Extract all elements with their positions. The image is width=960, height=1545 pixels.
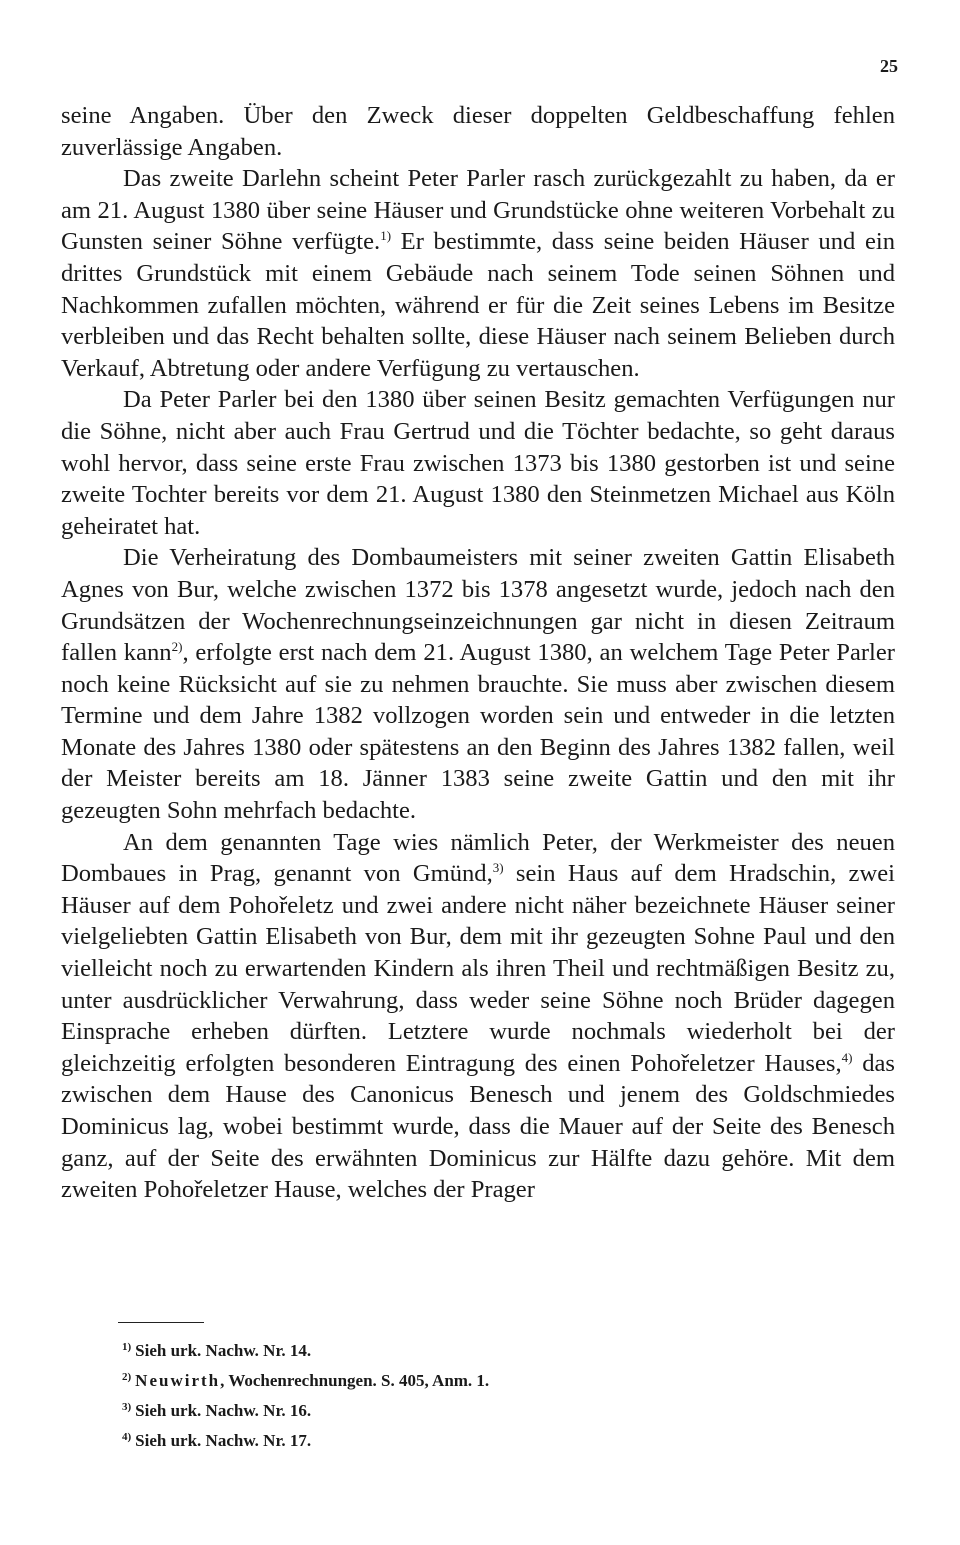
paragraph-text: das zwischen dem Hause des Canonicus Benesch und jenem des Goldschmiedes Dominicus lag, wobei bestimmt wurde, dass die Mauer auf der Seite des Benesch ganz, auf der Seite des erwähnten Dominicus zur Hälfte dazu gehöre. Mit dem zweiten Pohořeletzer Hause, welches der Prager bbox=[61, 1049, 895, 1204]
footnote-reference: 3) bbox=[492, 860, 504, 876]
paragraph-4 bbox=[61, 542, 895, 826]
footnote-text: Sieh urk. Nachw. Nr. 16. bbox=[135, 1401, 312, 1420]
footnote-text: Sieh urk. Nachw. Nr. 14. bbox=[135, 1341, 312, 1360]
paragraph-text: , erfolgte erst nach dem 21. August 1380, an welchem Tage Peter Parler noch keine Rücksicht auf sie zu nehmen brauchte. Sie muss aber zwischen diesem Termine und dem Jahre 1382 vollzogen worden sein und entweder in die letzten Monate des Jahres 1380 oder spätestens an den Beginn des Jahres 1382 fallen, weil der Meister bereits am 18. Jänner 1383 seine zweite Gattin und den mit ihr gezeugten Sohn mehrfach bedachte. bbox=[61, 639, 895, 825]
paragraph-text: Die Verheiratung des Dombaumeisters mit seiner zweiten Gattin Elisabeth Agnes von Bur, welche zwischen 1372 bis 1378 angesetzt wurde, jedoch nach den Grundsätzen der Wochenrechnungseinzeichnungen gar nicht in diesen Zeitraum fallen kann bbox=[61, 544, 895, 667]
footnote-2 bbox=[122, 1364, 822, 1394]
footnote-author: Neuwirth bbox=[135, 1371, 221, 1390]
footnote-3 bbox=[122, 1394, 822, 1424]
paragraph-text: sein Haus auf dem Hradschin, zwei Häuser auf dem Pohořeletz und zwei andere nicht näher bezeichnete Häuser seiner vielgeliebten Gattin Elisabeth von Bur, dem mit ihr gezeugten Sohne Paul und den vielleicht noch zu erwartenden Kindern als ihren Theil und rechtmäßigen Besitz zu, unter ausdrücklicher Verwahrung, dass weder seine Söhne noch Brüder dagegen Einsprache erheben dürften. Letztere wurde nochmals wiederholt bei der gleichzeitig erfolgten besonderen Eintragung des einen Pohořeletzer Hauses, bbox=[61, 860, 895, 1077]
footnote-text: Sieh urk. Nachw. Nr. 17. bbox=[135, 1431, 312, 1450]
footnote-mark: 3) bbox=[122, 1401, 132, 1413]
footnote-reference: 4) bbox=[841, 1049, 853, 1065]
footnote-reference: 1) bbox=[380, 228, 392, 244]
paragraph-5 bbox=[61, 827, 895, 1206]
footnote-mark: 2) bbox=[122, 1371, 132, 1383]
footnote-1 bbox=[122, 1334, 822, 1364]
footnote-text: , Wochenrechnungen. S. 405, Anm. 1. bbox=[220, 1371, 490, 1390]
page-number: 25 bbox=[880, 56, 898, 76]
paragraph-2 bbox=[61, 163, 895, 384]
footnote-reference: 2) bbox=[171, 639, 183, 655]
paragraph-text: Das zweite Darlehn scheint Peter Parler rasch zurückgezahlt zu haben, da er am 21. August 1380 über seine Häuser und Grundstücke ohne weiteren Vorbehalt zu Gunsten seiner Söhne verfügte. bbox=[61, 165, 895, 256]
footnote-mark: 1) bbox=[122, 1341, 132, 1353]
footnote-mark: 4) bbox=[122, 1431, 132, 1443]
footnote-4 bbox=[122, 1424, 822, 1454]
paragraph-text: seine Angaben. Über den Zweck dieser doppelten Geldbeschaffung fehlen zuverlässige Angaben. bbox=[61, 102, 895, 161]
paragraph-text: Er bestimmte, dass seine beiden Häuser und ein drittes Grundstück mit einem Gebäude nach seinem Tode seinen Söhnen und Nachkommen zufallen möchten, während er für die Zeit seines Lebens im Besitze verbleiben und das Recht behalten sollte, diese Häuser nach seinem Belieben durch Verkauf, Abtretung oder andere Verfügung zu vertauschen. bbox=[61, 228, 895, 382]
body-text bbox=[61, 100, 895, 1206]
paragraph-text: An dem genannten Tage wies nämlich Peter, der Werkmeister des neuen Dombaues in Prag, genannt von Gmünd, bbox=[61, 828, 895, 888]
footnote-divider bbox=[118, 1322, 204, 1323]
footnotes bbox=[122, 1334, 822, 1454]
paragraph-3 bbox=[61, 384, 895, 542]
paragraph-1 bbox=[61, 100, 895, 163]
paragraph-text: Da Peter Parler bei den 1380 über seinen Besitz gemachten Verfügungen nur die Söhne, nicht aber auch Frau Gertrud und die Töchter bedachte, so geht daraus wohl hervor, dass seine erste Frau zwischen 1373 bis 1380 gestorben ist und seine zweite Tochter bereits vor dem 21. August 1380 den Steinmetzen Michael aus Köln geheiratet hat. bbox=[61, 386, 895, 540]
